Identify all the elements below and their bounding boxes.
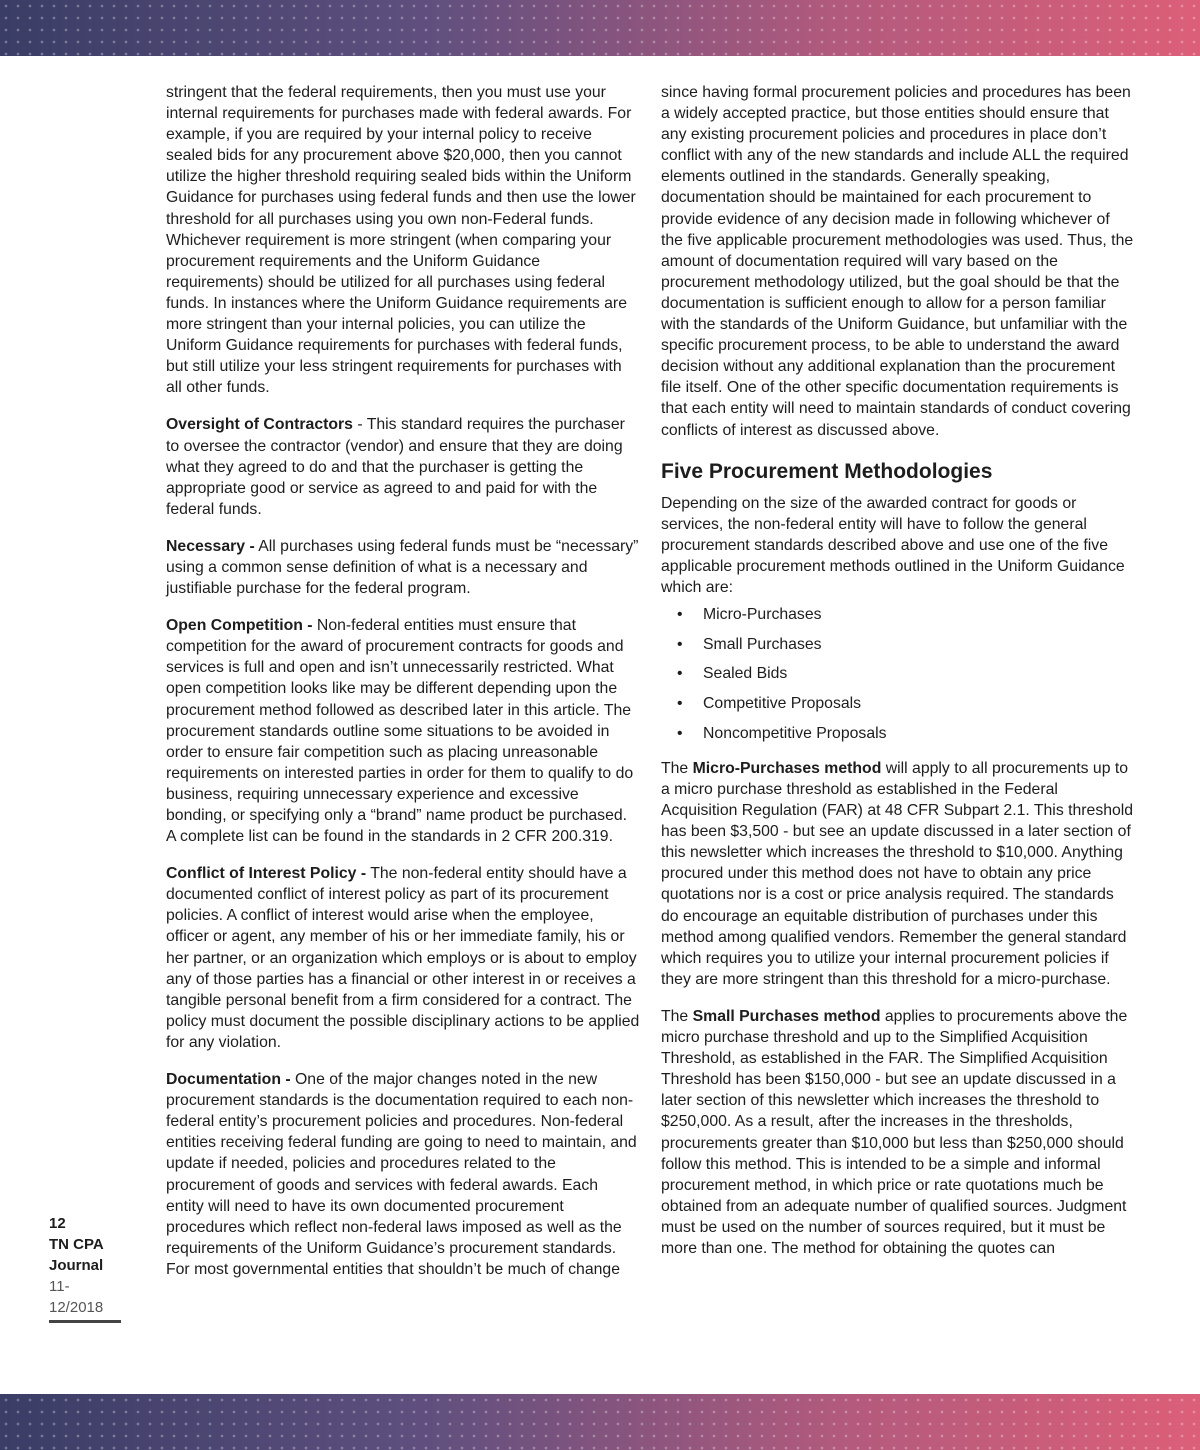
list-item [661,604,1135,625]
paragraph-stringent: stringent that the federal requirements, then you must use your internal requirements for purchases made with federal awards. For example, if you are required by your internal policy to receive sealed bids for any procurement above $20,000, then you cannot utilize the higher threshold requiring sealed bids within the Uniform Guidance for purchases using federal funds and then use the lower threshold for all purchases using you own non-Federal funds. Whichever requirement is more stringent (when comparing your procurement requirements and the Uniform Guidance requirements) should be utilized for all purchases using federal funds. In instances where the Uniform Guidance requirements are more stringent than your internal policies, you can utilize the Uniform Guidance requirements for purchases with federal funds, but still utilize your less stringent requirements for purchases with all other funds. [166,84,636,397]
paragraph-documentation [166,1069,640,1280]
lead-documentation: Documentation - [166,1071,291,1089]
right-column [661,82,1135,1259]
lead-open-competition: Open Competition - [166,617,313,635]
bullet-icon: • [677,635,683,653]
page-footer [49,1213,123,1323]
left-column [166,82,640,1280]
paragraph-necessary [166,536,640,599]
list-item [661,634,1135,655]
text-micro-pre: The [661,759,693,777]
list-item-label: Small Purchases [703,635,822,653]
lead-necessary: Necessary - [166,537,255,555]
bullet-icon: • [677,665,683,683]
paragraph-micro-purchases [661,758,1135,990]
list-item [661,723,1135,744]
methods-list [661,604,1135,744]
text-oversight: - This standard requires the purchaser to oversee the contractor (vendor) and ensure that they are doing what they agreed to do and that the purchaser is getting the appropriate good or service as agreed to and paid for with the federal funds. [166,416,625,518]
lead-oversight: Oversight of Contractors [166,416,353,434]
footer-underline [49,1320,121,1323]
list-item [661,693,1135,714]
text-open-competition: Non-federal entities must ensure that competition for the award of procurement contracts for goods and services is full and open and isn’t unnecessarily restricted. What open competition looks like may be different depending upon the procurement method followed as described later in this article. The procurement standards outline some situations to be avoided in order to ensure fair competition such as placing unreasonable requirements on interested parties in order for them to qualify to do business, requiring unnecessary experience and excessive bonding, or specifying only a “brand” name product be purchased. A complete list can be found in the standards in 2 CFR 200.319. [166,617,634,846]
bullet-icon: • [677,695,683,713]
bottom-decorative-band [0,1394,1200,1450]
paragraph-open-competition [166,615,640,847]
paragraph-documentation-continued: since having formal procurement policies and procedures has been a widely accepted practice, but those entities should ensure that any existing procurement policies and procedures in place don’t conflict with any of the new standards and include ALL the required elements outlined in the standards. Generally speaking, documentation should be maintained for each procurement to provide evidence of any decision made in following whichever of the five applicable procurement methodologies was used. Thus, the amount of documentation required will vary based on the procurement methodology utilized, but the goal should be that the documentation is sufficient enough to allow for a person familiar with the standards of the Uniform Guidance, but unfamiliar with the specific procurement process, to be able to understand the award decision without any additional explanation than the procurement file itself. One of the other specific documentation requirements is that each entity will need to maintain standards of conduct covering conflicts of interest as discussed above. [661,84,1134,439]
paragraph-methods-intro: Depending on the size of the awarded contract for goods or services, the non-federal entity will have to follow the general procurement standards described above and use one of the five applicable procurement methods outlined in the Uniform Guidance which are: [661,494,1125,596]
issue-date: 11-12/2018 [49,1278,104,1316]
text-conflict-of-interest: The non-federal entity should have a documented conflict of interest policy as part of its procurement policies. A conflict of interest would arise when the employee, officer or agent, any member of his or her immediate family, his or her partner, or an organization which employs or is about to employ any of those parties has a financial or other interest in or receives a tangible personal benefit from a firm considered for a contract. The policy must document the possible disciplinary actions to be applied for any violation. [166,865,640,1051]
list-item-label: Micro-Purchases [703,606,822,624]
publication-name-line1: TN CPA [49,1236,104,1253]
paragraph-small-purchases [661,1006,1135,1259]
text-small-purchases: applies to procurements above the micro purchase threshold and up to the Simplified Acquisition Threshold, as established in the FAR. The Simplified Acquisition Threshold has been $150,000 - but see an update discussed in a later section of this newsletter which increases the threshold to $250,000. As a result, after the increases in the thresholds, procurements greater than $10,000 but less than $250,000 should follow this method. This is intended to be a simple and informal procurement method, in which price or rate quotations much be obtained from an adequate number of qualified sources. Judgment must be used on the number of sources required, but it must be more than one. The method for obtaining the quotes can [661,1007,1128,1257]
lead-conflict-of-interest: Conflict of Interest Policy - [166,865,367,883]
lead-small-purchases: Small Purchases method [692,1007,881,1025]
bullet-icon: • [677,606,683,624]
section-heading: Five Procurement Methodologies [661,459,993,483]
bullet-icon: • [677,724,683,742]
list-item-label: Competitive Proposals [703,695,862,713]
lead-micro-purchases: Micro-Purchases method [692,759,882,777]
text-small-pre: The [661,1007,693,1025]
page-number: 12 [49,1215,66,1232]
list-item-label: Sealed Bids [703,665,788,683]
text-micro-purchases: will apply to all procurements up to a micro purchase threshold as established in the Federal Acquisition Regulation (FAR) at 48 CFR Subpart 2.1. This threshold has been $3,500 - but see an update discussed in a later section of this newsletter which increases the threshold to $10,000. Anything procured under this method does not have to obtain any price quotations nor is a cost or price analysis required. The standards do encourage an equitable distribution of purchases under this method among qualified vendors. Remember the general standard which requires you to utilize your internal procurement policies if they are more stringent than this threshold for a micro-purchase. [661,759,1134,988]
text-necessary: All purchases using federal funds must be “necessary” using a common sense definition of what is a necessary and justifiable purchase for the federal program. [166,537,639,598]
list-item [661,663,1135,684]
paragraph-oversight [166,414,640,519]
top-decorative-band [0,0,1200,56]
text-documentation: One of the major changes noted in the new procurement standards is the documentation required to each non-federal entity’s procurement policies and procedures. Non-federal entities receiving federal funding are going to need to maintain, and update if needed, policies and procedures related to the procurement of goods and services with federal awards. Each entity will need to have its own documented procurement procedures which reflect non-federal laws imposed as well as the requirements of the Uniform Guidance’s procurement standards. For most governmental entities that shouldn’t be much of change [166,1071,637,1278]
publication-name-line2: Journal [49,1257,104,1274]
list-item-label: Noncompetitive Proposals [703,724,887,742]
paragraph-conflict-of-interest [166,863,640,1053]
